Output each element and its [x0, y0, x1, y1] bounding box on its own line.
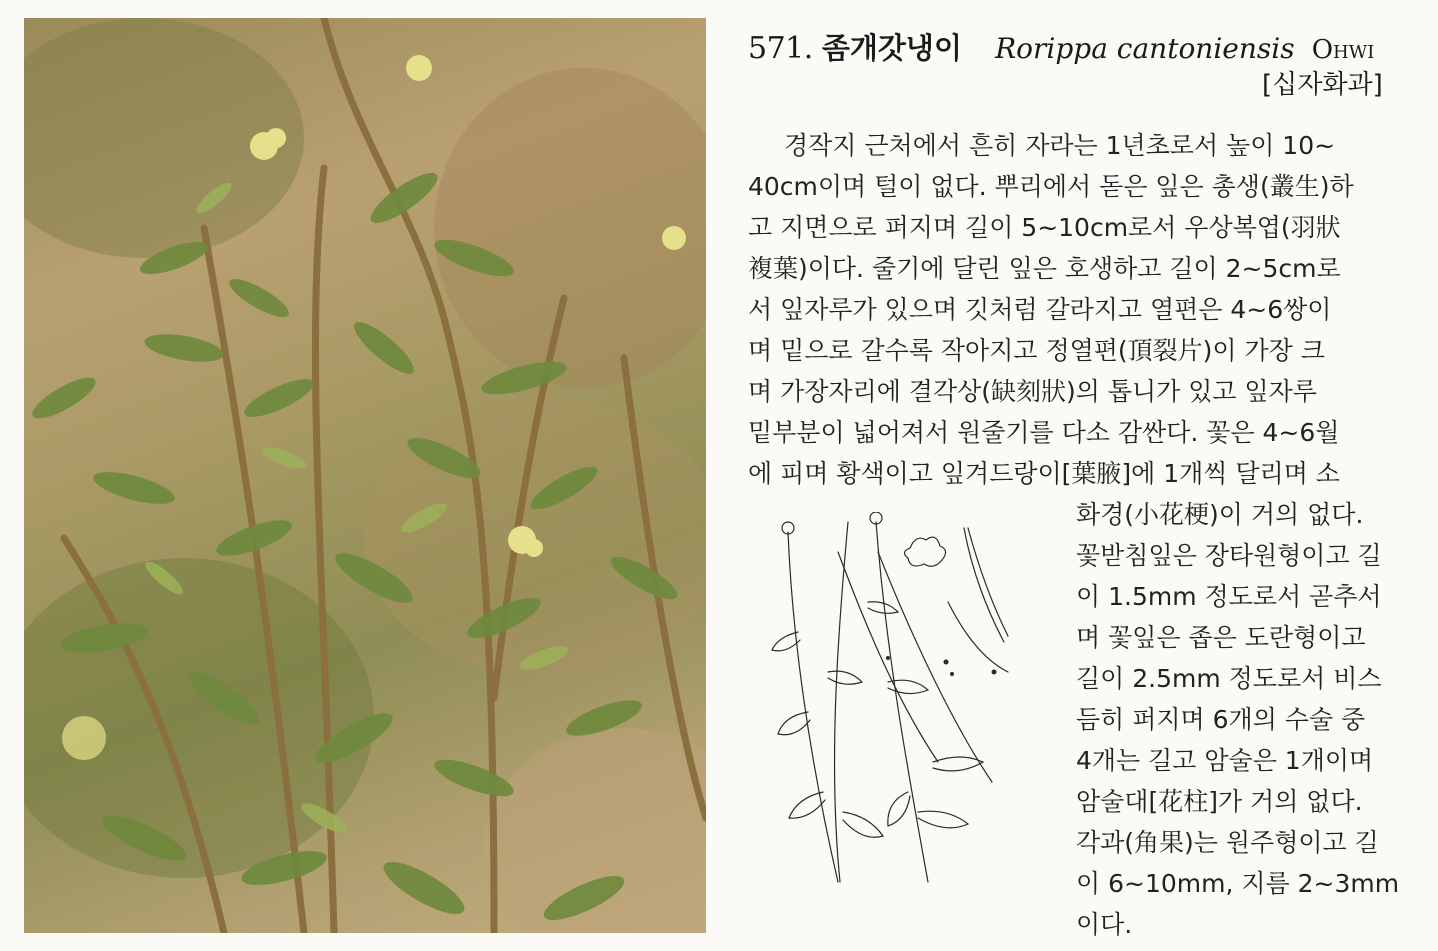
description-line: 서 잎자루가 있으며 깃처럼 갈라지고 열편은 4~6쌍이 [748, 295, 1332, 324]
plant-photo [24, 18, 706, 933]
description-line: 길이 2.5mm 정도로서 비스 [1076, 664, 1382, 693]
description-line: 고 지면으로 퍼지며 길이 5~10cm로서 우상복엽(羽狀 [748, 213, 1341, 242]
description-line: 複葉)이다. 줄기에 달린 잎은 호생하고 길이 2~5cm로 [748, 254, 1341, 283]
author-name: Ohwi [1311, 35, 1375, 65]
description-line: 이다. [1076, 910, 1133, 939]
botanical-illustration [768, 512, 1060, 892]
description-line: 며 가장자리에 결각상(缺刻狀)의 톱니가 있고 잎자루 [748, 377, 1317, 406]
description-line: 경작지 근처에서 흔히 자라는 1년초로서 높이 10~ [784, 131, 1336, 160]
species-title [748, 26, 1388, 67]
description-line: 4개는 길고 암술은 1개이며 [1076, 746, 1374, 775]
description-line: 40cm이며 털이 없다. 뿌리에서 돋은 잎은 총생(叢生)하 [748, 172, 1354, 201]
korean-name: 좀개갓냉이 [821, 31, 962, 65]
description-line: 이 6~10mm, 지름 2~3mm [1076, 869, 1400, 898]
species-number: 571. [748, 31, 813, 66]
description-line: 암술대[花柱]가 거의 없다. [1076, 787, 1363, 816]
description-line: 에 피며 황색이고 잎겨드랑이[葉腋]에 1개씩 달리며 소 [748, 459, 1340, 488]
description-line: 며 꽃잎은 좁은 도란형이고 [1076, 623, 1366, 652]
description-line: 각과(角果)는 원주형이고 길 [1076, 828, 1379, 857]
description-line: 며 밑으로 갈수록 작아지고 정열편(頂裂片)이 가장 크 [748, 336, 1325, 365]
description-line: 듬히 퍼지며 6개의 수술 중 [1076, 705, 1366, 734]
description-line: 밑부분이 넓어져서 원줄기를 다소 감싼다. 꽃은 4~6월 [748, 418, 1340, 447]
description-line: 이 1.5mm 정도로서 곧추서 [1076, 582, 1382, 611]
description-line: 화경(小花梗)이 거의 없다. [1076, 500, 1364, 529]
scientific-name: Rorippa cantoniensis [995, 32, 1295, 65]
family-name: [십자화과] [1262, 70, 1383, 100]
description-line: 꽃받침잎은 장타원형이고 길 [1076, 541, 1382, 570]
